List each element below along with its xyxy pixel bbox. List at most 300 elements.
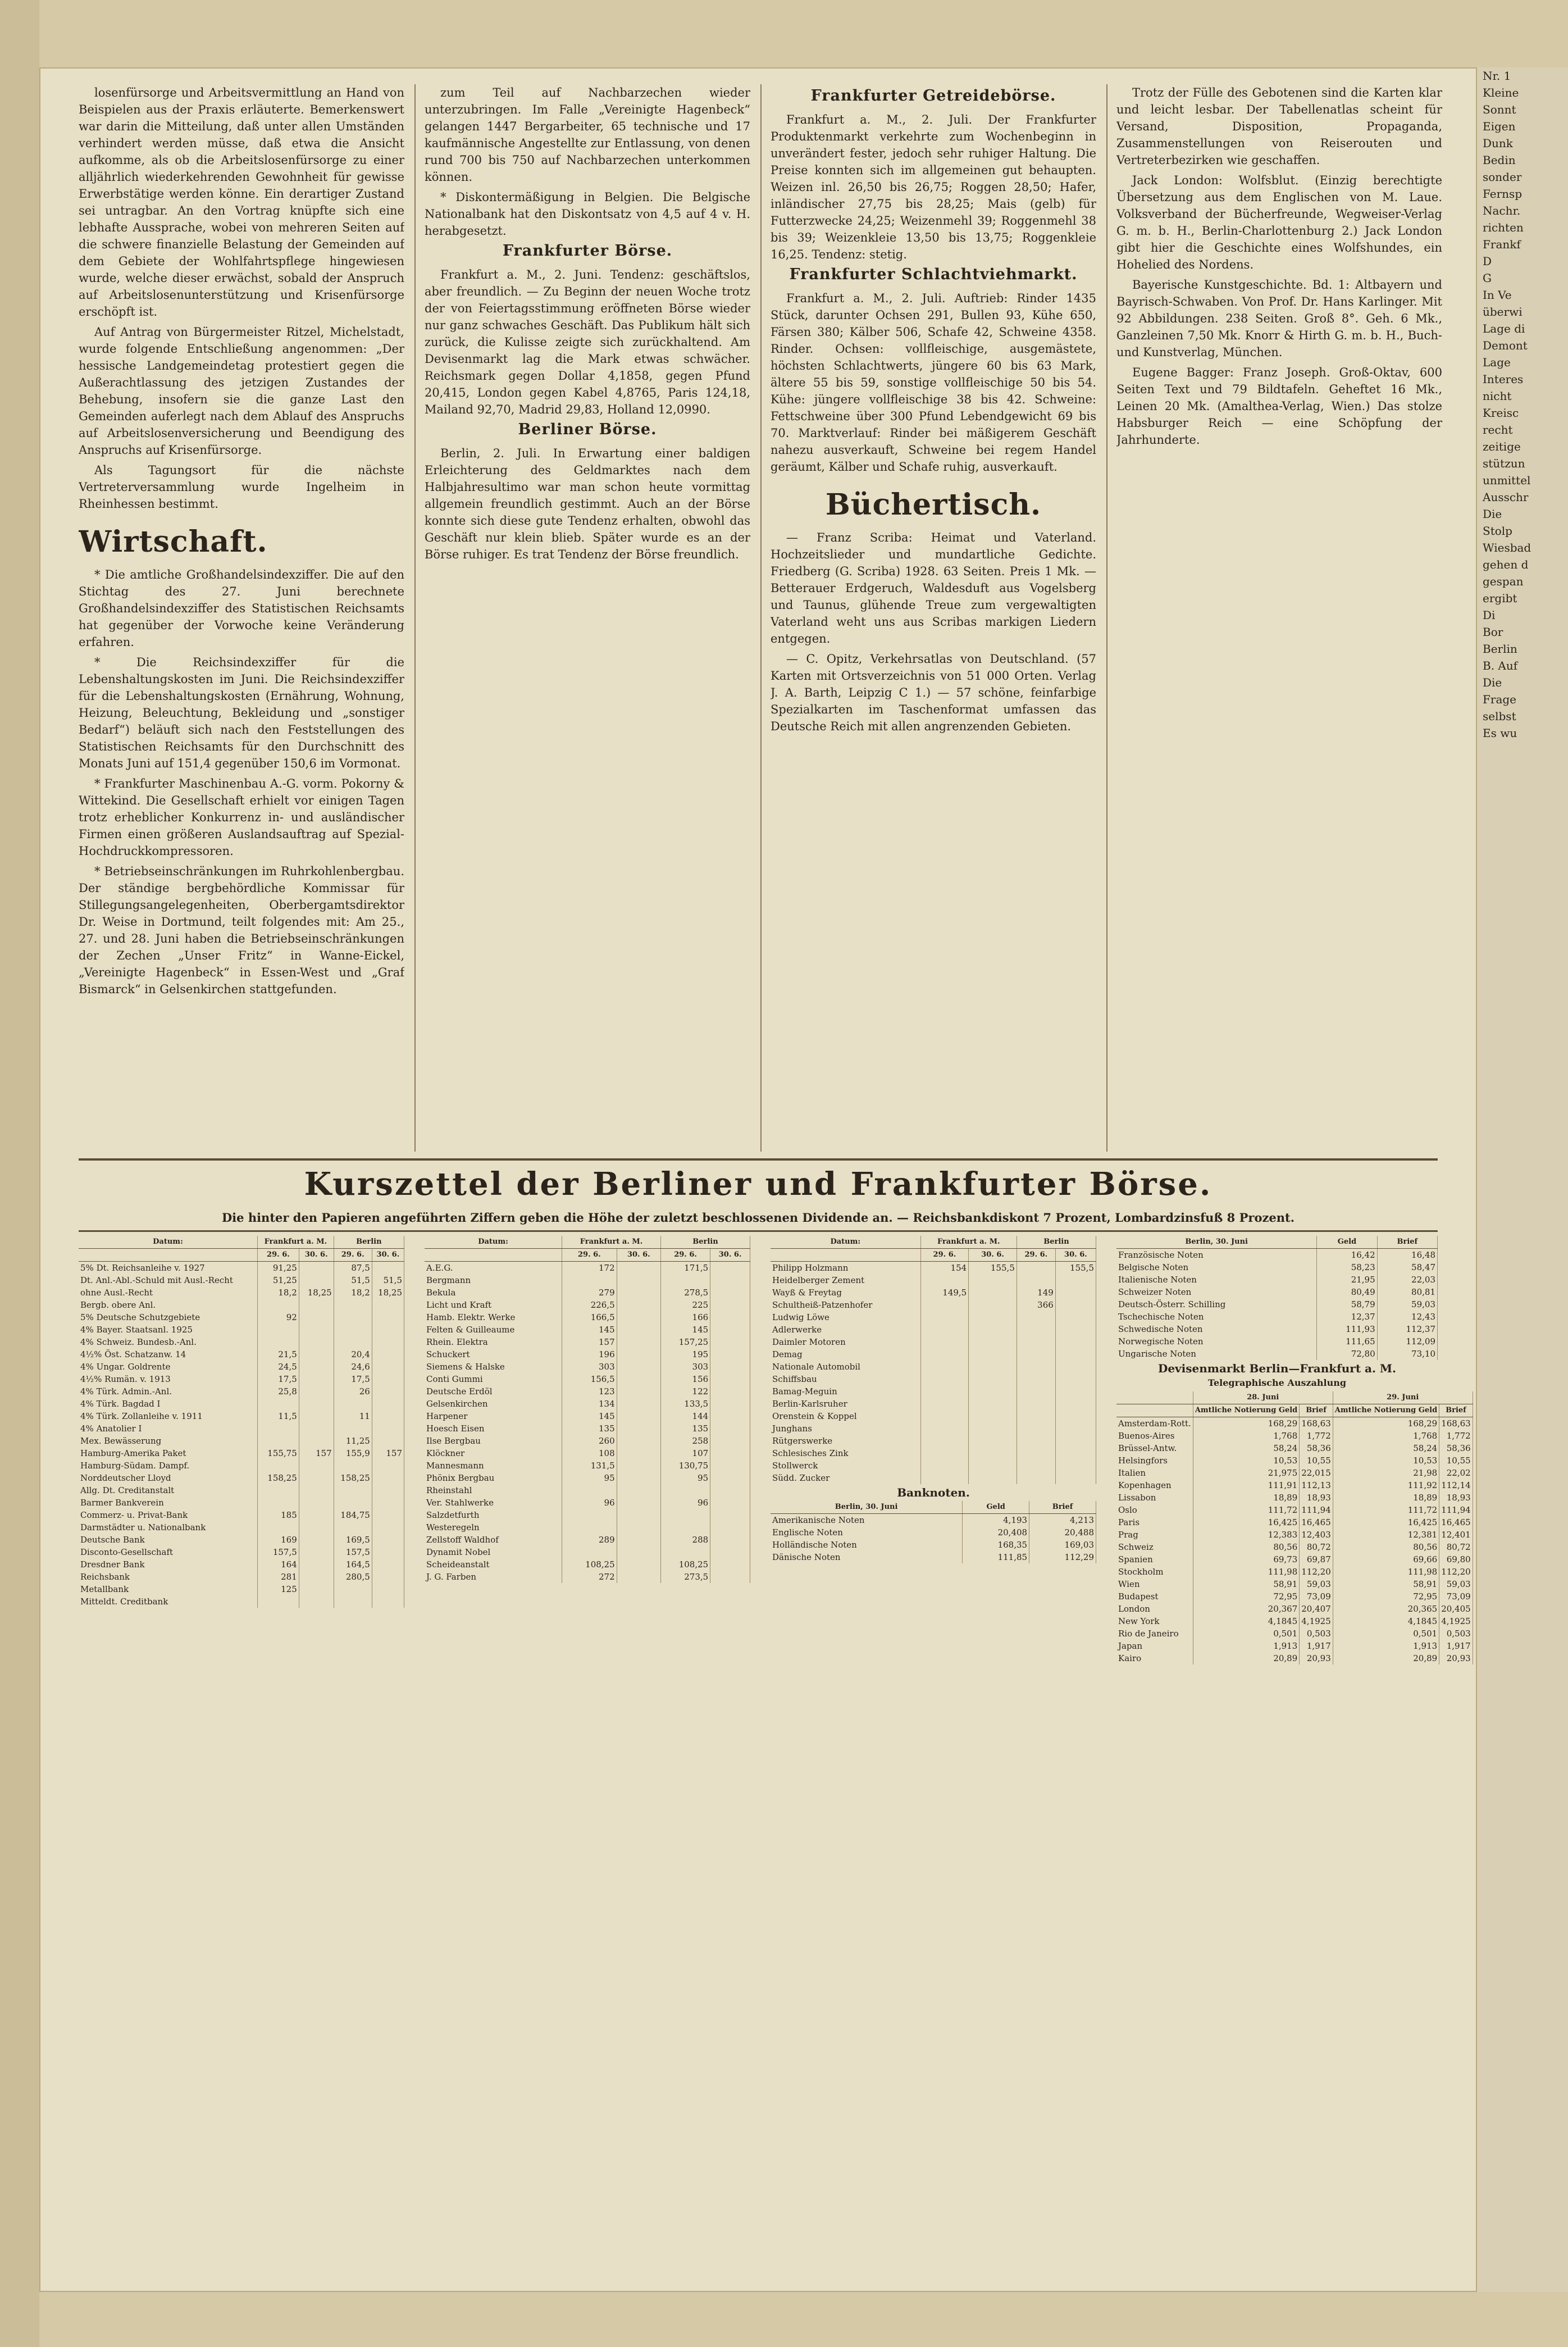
row-label: Ludwig Löwe xyxy=(771,1311,920,1323)
row-value xyxy=(710,1459,750,1472)
row-value xyxy=(299,1311,334,1323)
edge-line: D xyxy=(1483,254,1492,268)
row-value xyxy=(372,1595,404,1608)
row-label: Dynamit Nobel xyxy=(425,1546,562,1558)
row-label: Ilse Bergbau xyxy=(425,1435,562,1447)
table-row xyxy=(425,1398,750,1410)
row-value: 112,20 xyxy=(1300,1566,1333,1578)
row-value: 125 xyxy=(258,1583,299,1595)
row-value xyxy=(299,1385,334,1398)
row-label: Mannesmann xyxy=(425,1459,562,1472)
row-value xyxy=(920,1422,969,1435)
table-row xyxy=(1116,1335,1438,1348)
devisen-sub-3: Amtliche Notierung Geld xyxy=(1333,1404,1439,1417)
column-3 xyxy=(771,84,1096,1152)
head-frankfurt: Frankfurt a. M. xyxy=(562,1236,661,1249)
row-value xyxy=(334,1595,372,1608)
row-value: 80,81 xyxy=(1377,1286,1437,1298)
head-frankfurt: Frankfurt a. M. xyxy=(920,1236,1017,1249)
row-value xyxy=(1055,1323,1096,1336)
row-value: 112,13 xyxy=(1300,1479,1333,1491)
edge-line: Nachr. xyxy=(1483,204,1521,217)
table-row xyxy=(771,1472,1096,1484)
heading-frankfurter-boerse: Frankfurter Börse. xyxy=(502,242,673,260)
notes-head-geld: Geld xyxy=(1317,1236,1377,1249)
notes-head-brief: Brief xyxy=(1377,1236,1437,1249)
row-value: 135 xyxy=(562,1422,617,1435)
row-value xyxy=(299,1323,334,1336)
banknoten-body xyxy=(771,1514,1096,1564)
row-value: 195 xyxy=(660,1348,710,1361)
row-value: 4,213 xyxy=(1029,1514,1096,1527)
row-value: 111,98 xyxy=(1193,1566,1299,1578)
row-value: 58,36 xyxy=(1439,1442,1473,1454)
row-value xyxy=(372,1323,404,1336)
edge-line: G xyxy=(1483,271,1492,285)
row-value: 16,465 xyxy=(1300,1516,1333,1529)
row-value xyxy=(617,1571,660,1583)
row-value: 16,42 xyxy=(1317,1249,1377,1262)
row-value: 112,20 xyxy=(1439,1566,1473,1578)
row-label: Norddeutscher Lloyd xyxy=(79,1472,258,1484)
row-label: Hamb. Elektr. Werke xyxy=(425,1311,562,1323)
table-row xyxy=(1116,1578,1473,1590)
row-value: 21,975 xyxy=(1193,1467,1299,1479)
row-label: Schiffsbau xyxy=(771,1373,920,1385)
row-value xyxy=(372,1299,404,1311)
row-value: 73,10 xyxy=(1377,1348,1437,1360)
bank-head-brief: Brief xyxy=(1029,1501,1096,1514)
row-value xyxy=(299,1484,334,1497)
row-value: 87,5 xyxy=(334,1262,372,1275)
row-value xyxy=(299,1595,334,1608)
row-value xyxy=(617,1286,660,1299)
row-value xyxy=(617,1373,660,1385)
table-row xyxy=(1116,1590,1473,1603)
table-row xyxy=(771,1422,1096,1435)
row-label: Deutsche Bank xyxy=(79,1534,258,1546)
row-value xyxy=(920,1435,969,1447)
row-value xyxy=(562,1509,617,1521)
edge-line: zeitige xyxy=(1483,440,1521,453)
row-value xyxy=(710,1336,750,1348)
row-value: 145 xyxy=(562,1410,617,1422)
row-value xyxy=(617,1509,660,1521)
row-value xyxy=(372,1385,404,1398)
row-value xyxy=(258,1435,299,1447)
row-value: 10,53 xyxy=(1333,1454,1439,1467)
row-label: Bergb. obere Anl. xyxy=(79,1299,258,1311)
row-value xyxy=(562,1521,617,1534)
row-value: 73,09 xyxy=(1439,1590,1473,1603)
row-value xyxy=(617,1435,660,1447)
row-value xyxy=(660,1546,710,1558)
row-value: 260 xyxy=(562,1435,617,1447)
row-value: 112,37 xyxy=(1377,1323,1437,1335)
row-value: 20,89 xyxy=(1193,1652,1299,1664)
row-label: London xyxy=(1116,1603,1193,1615)
row-value xyxy=(617,1558,660,1571)
row-value xyxy=(920,1361,969,1373)
row-value xyxy=(920,1311,969,1323)
edge-line: Demont xyxy=(1483,339,1528,352)
row-label: 5% Dt. Reichsanleihe v. 1927 xyxy=(79,1262,258,1275)
row-label: 4% Ungar. Goldrente xyxy=(79,1361,258,1373)
row-value xyxy=(920,1410,969,1422)
row-value xyxy=(1017,1262,1055,1275)
table-row xyxy=(79,1286,404,1299)
kurs-table-2-body xyxy=(425,1262,750,1584)
row-value xyxy=(617,1274,660,1286)
table-row xyxy=(771,1447,1096,1459)
table-row xyxy=(79,1509,404,1521)
row-value xyxy=(299,1534,334,1546)
row-value xyxy=(969,1348,1017,1361)
row-value xyxy=(617,1361,660,1373)
row-value: 1,768 xyxy=(1333,1430,1439,1442)
blank-head xyxy=(1116,1404,1193,1417)
table-row xyxy=(771,1435,1096,1447)
table-row xyxy=(1116,1286,1438,1298)
row-value: 20,405 xyxy=(1439,1603,1473,1615)
row-value xyxy=(372,1373,404,1385)
table-row xyxy=(79,1447,404,1459)
row-label: Italienische Noten xyxy=(1116,1273,1317,1286)
table-row xyxy=(79,1583,404,1595)
row-label: Allg. Dt. Creditanstalt xyxy=(79,1484,258,1497)
row-value xyxy=(258,1323,299,1336)
row-value: 95 xyxy=(660,1472,710,1484)
row-value: 80,72 xyxy=(1300,1541,1333,1553)
row-value: 59,03 xyxy=(1377,1298,1437,1311)
row-value: 22,015 xyxy=(1300,1467,1333,1479)
col1-item-3: * Frankfurter Maschinenbau A.-G. vorm. Pokorny & Wittekind. Die Gesellschaft erhielt vor einigen Tagen trotz erheblicher Konkurrenz in- und ausländischer Firmen einen größeren Auslandsauftrag auf Spezial-Hochdruckkompressoren. xyxy=(79,777,404,858)
buecher-review-1: — Franz Scriba: Heimat und Vaterland. Hochzeitslieder und mundartliche Gedichte. Friedberg (G. Scriba) 1928. 63 Seiten. Preis 1 Mk. — Betterauer Erdgeruch, Waldesduft aus Vogelsberg und Taunus, glühende Treue zum vergewaltigten Vaterland weht uns aus Scribas markigen Liedern entgegen. xyxy=(771,531,1096,645)
row-value xyxy=(920,1398,969,1410)
row-label: Ungarische Noten xyxy=(1116,1348,1317,1360)
row-label: Conti Gummi xyxy=(425,1373,562,1385)
row-value xyxy=(299,1472,334,1484)
row-value xyxy=(969,1472,1017,1484)
row-value xyxy=(372,1410,404,1422)
row-value: 12,37 xyxy=(1317,1311,1377,1323)
row-value xyxy=(372,1262,404,1275)
table-row xyxy=(1116,1479,1473,1491)
ffm-boerse-report: Frankfurt a. M., 2. Juni. Tendenz: geschäftslos, aber freundlich. — Zu Beginn der neuen Woche trotz der von Feiertagsstimmung eröffneten Börse wieder nur ganz schwaches Geschäft. Das Publikum hält sich zurück, die Kulisse zeigte sich zurückhaltend. Am Devisenmarkt lag die Mark etwas schwächer. Reichsmark gegen Dollar 4,1858, gegen Pfund 20,415, London gegen Kabel 4,8765, Paris 124,18, Mailand 92,70, Madrid 29,83, Holland 12,0990. xyxy=(425,268,750,416)
row-value xyxy=(710,1558,750,1571)
row-value: 366 xyxy=(1017,1299,1055,1311)
row-value: 0,503 xyxy=(1439,1627,1473,1640)
row-value xyxy=(299,1348,334,1361)
row-value: 58,79 xyxy=(1317,1298,1377,1311)
row-value: 21,95 xyxy=(1317,1273,1377,1286)
table-row xyxy=(771,1286,1096,1299)
table-row xyxy=(425,1262,750,1275)
row-value: 80,72 xyxy=(1439,1541,1473,1553)
row-label: 4½% Rumän. v. 1913 xyxy=(79,1373,258,1385)
table-row xyxy=(425,1373,750,1385)
row-value: 16,425 xyxy=(1333,1516,1439,1529)
table-row xyxy=(79,1311,404,1323)
row-label: 4½% Öst. Schatzanw. 14 xyxy=(79,1348,258,1361)
row-value xyxy=(710,1385,750,1398)
buecher-review-2: — C. Opitz, Verkehrsatlas von Deutschland. (57 Karten mit Ortsverzeichnis von 51 000 Orten. Verlag J. A. Barth, Leipzig C 1.) — 57 schöne, feinfarbige Spezialkarten im Taschenformat umfassen das Deutsche Reich mit allen angrenzenden Gebieten. xyxy=(771,652,1096,733)
edge-line: Kleine xyxy=(1483,86,1519,99)
edge-line: Bedin xyxy=(1483,153,1516,167)
table-row xyxy=(771,1336,1096,1348)
table-row xyxy=(79,1262,404,1275)
row-label: Schlesisches Zink xyxy=(771,1447,920,1459)
row-value: 166 xyxy=(660,1311,710,1323)
row-label: Norwegische Noten xyxy=(1116,1335,1317,1348)
col-datum: Datum: xyxy=(79,1236,258,1249)
row-value: 168,35 xyxy=(963,1539,1029,1551)
table-row xyxy=(425,1435,750,1447)
table-row xyxy=(425,1336,750,1348)
edge-line: Stolp xyxy=(1483,524,1512,538)
row-value xyxy=(1017,1385,1055,1398)
row-value: 155,75 xyxy=(258,1447,299,1459)
row-value xyxy=(920,1274,969,1286)
row-value: 22,03 xyxy=(1377,1273,1437,1286)
row-value xyxy=(969,1410,1017,1422)
row-value xyxy=(969,1299,1017,1311)
row-value xyxy=(372,1509,404,1521)
table-row xyxy=(425,1385,750,1398)
row-value: 58,91 xyxy=(1333,1578,1439,1590)
row-label: Schwedische Noten xyxy=(1116,1323,1317,1335)
row-value xyxy=(258,1459,299,1472)
row-value: 18,2 xyxy=(258,1286,299,1299)
row-value xyxy=(1017,1422,1055,1435)
row-value xyxy=(617,1299,660,1311)
column-divider xyxy=(1106,84,1107,1152)
row-value: 169 xyxy=(258,1534,299,1546)
row-value xyxy=(920,1323,969,1336)
row-value xyxy=(372,1546,404,1558)
row-value xyxy=(258,1595,299,1608)
row-value: 18,25 xyxy=(299,1286,334,1299)
date-2: 30. 6. xyxy=(299,1249,334,1262)
table-row xyxy=(1116,1504,1473,1516)
row-value: 155,9 xyxy=(334,1447,372,1459)
row-label: Licht und Kraft xyxy=(425,1299,562,1311)
row-value: 144 xyxy=(660,1410,710,1422)
row-label: Rio de Janeiro xyxy=(1116,1627,1193,1640)
row-value: 20,89 xyxy=(1333,1652,1439,1664)
row-value xyxy=(710,1497,750,1509)
row-value: 72,95 xyxy=(1193,1590,1299,1603)
row-value: 59,03 xyxy=(1300,1578,1333,1590)
row-value xyxy=(1055,1274,1096,1286)
row-value xyxy=(299,1435,334,1447)
row-value: 168,63 xyxy=(1300,1417,1333,1430)
row-value: 107 xyxy=(660,1447,710,1459)
date-4: 30. 6. xyxy=(372,1249,404,1262)
row-label: Rheinstahl xyxy=(425,1484,562,1497)
row-value xyxy=(299,1361,334,1373)
row-value xyxy=(710,1521,750,1534)
row-label: 4% Türk. Admin.-Anl. xyxy=(79,1385,258,1398)
row-label: Spanien xyxy=(1116,1553,1193,1566)
row-value xyxy=(617,1447,660,1459)
table-row xyxy=(1116,1311,1438,1323)
date-1: 29. 6. xyxy=(920,1249,969,1262)
date-4: 30. 6. xyxy=(710,1249,750,1262)
row-value: 22,02 xyxy=(1439,1467,1473,1479)
section-heading-wirtschaft: Wirtschaft. xyxy=(79,525,268,559)
row-value xyxy=(617,1422,660,1435)
col-datum: Datum: xyxy=(771,1236,920,1249)
row-value: 59,03 xyxy=(1439,1578,1473,1590)
row-label: Darmstädter u. Nationalbank xyxy=(79,1521,258,1534)
row-label: Wien xyxy=(1116,1578,1193,1590)
row-label: Holländische Noten xyxy=(771,1539,963,1551)
table-row xyxy=(1116,1348,1438,1360)
row-value: 4,1925 xyxy=(1300,1615,1333,1627)
row-value: 108,25 xyxy=(562,1558,617,1571)
row-value: 26 xyxy=(334,1385,372,1398)
row-label: Englische Noten xyxy=(771,1526,963,1539)
devisen-title: Devisenmarkt Berlin—Frankfurt a. M. xyxy=(1157,1362,1397,1375)
row-value xyxy=(258,1521,299,1534)
row-value: 20,407 xyxy=(1300,1603,1333,1615)
row-value: 4,1925 xyxy=(1439,1615,1473,1627)
row-value: 20,365 xyxy=(1333,1603,1439,1615)
row-value xyxy=(258,1299,299,1311)
row-value xyxy=(372,1361,404,1373)
row-value: 0,501 xyxy=(1193,1627,1299,1640)
col1-item-2: * Die Reichsindexziffer für die Lebenshaltungskosten im Juni. Die Reichsindexziffer für die Lebenshaltungskosten (Ernährung, Wohnung, Heizung, Beleuchtung, Bekleidung und „sonstiger Bedarf“) beläuft sich nach den Feststellungen des Statistischen Reichsamts für den Durchschnitt des Monats Juni auf 151,4 gegenüber 150,6 im Vormonat. xyxy=(79,656,404,770)
row-value xyxy=(1017,1373,1055,1385)
row-value: 111,94 xyxy=(1300,1504,1333,1516)
row-value: 72,80 xyxy=(1317,1348,1377,1360)
row-value xyxy=(372,1521,404,1534)
row-value: 10,55 xyxy=(1439,1454,1473,1467)
row-value: 155,5 xyxy=(969,1262,1017,1275)
row-value: 258 xyxy=(660,1435,710,1447)
row-value: 58,91 xyxy=(1193,1578,1299,1590)
table-row xyxy=(1116,1603,1473,1615)
row-value: 92 xyxy=(258,1311,299,1323)
row-label: Junghans xyxy=(771,1422,920,1435)
table-row xyxy=(425,1410,750,1422)
row-value xyxy=(334,1299,372,1311)
row-label: Barmer Bankverein xyxy=(79,1497,258,1509)
row-value xyxy=(710,1299,750,1311)
row-value xyxy=(334,1323,372,1336)
row-label: ohne Ausl.-Recht xyxy=(79,1286,258,1299)
row-value: 111,94 xyxy=(1439,1504,1473,1516)
edge-line: recht xyxy=(1483,423,1513,436)
row-value xyxy=(299,1422,334,1435)
edge-line: Lage xyxy=(1483,356,1511,369)
row-value: 303 xyxy=(660,1361,710,1373)
row-value xyxy=(299,1459,334,1472)
row-label: Salzdetfurth xyxy=(425,1509,562,1521)
row-value: 225 xyxy=(660,1299,710,1311)
edge-line: stützun xyxy=(1483,457,1525,470)
row-value: 51,5 xyxy=(334,1274,372,1286)
row-label: Hoesch Eisen xyxy=(425,1422,562,1435)
table-row xyxy=(79,1323,404,1336)
row-label: 4% Türk. Zollanleihe v. 1911 xyxy=(79,1410,258,1422)
row-value: 69,66 xyxy=(1333,1553,1439,1566)
date-2: 30. 6. xyxy=(969,1249,1017,1262)
row-value: 17,5 xyxy=(258,1373,299,1385)
col1-item-4: * Betriebseinschränkungen im Ruhrkohlenbergbau. Der ständige bergbehördliche Kommissar für Stillegungsangelegenheiten, Oberbergamtsdirektor Dr. Weise in Dortmund, teilt folgendes mit: Am 25., 27. und 28. Juni haben die Betriebseinschränkungen der Zechen „Unser Fritz“ in Wanne-Eickel, „Vereinigte Hagenbeck“ in Essen-West und „Graf Bismarck“ in Gelsenkirchen stattgefunden. xyxy=(79,865,404,996)
row-label: Prag xyxy=(1116,1529,1193,1541)
page-binding-edge xyxy=(0,0,39,2347)
table-row xyxy=(425,1286,750,1299)
table-row xyxy=(425,1472,750,1484)
date-4: 30. 6. xyxy=(1055,1249,1096,1262)
date-3: 29. 6. xyxy=(1017,1249,1055,1262)
row-label: Französische Noten xyxy=(1116,1249,1317,1262)
row-value: 80,56 xyxy=(1193,1541,1299,1553)
table-row xyxy=(771,1311,1096,1323)
row-value xyxy=(1055,1348,1096,1361)
row-label: Reichsbank xyxy=(79,1571,258,1583)
edge-line: nicht xyxy=(1483,389,1512,403)
row-value: 18,93 xyxy=(1300,1491,1333,1504)
row-label: Stockholm xyxy=(1116,1566,1193,1578)
row-value xyxy=(710,1373,750,1385)
row-label: 5% Deutsche Schutzgebiete xyxy=(79,1311,258,1323)
date-3: 29. 6. xyxy=(334,1249,372,1262)
row-value: 164 xyxy=(258,1558,299,1571)
table-row xyxy=(771,1348,1096,1361)
table-row xyxy=(771,1274,1096,1286)
row-value xyxy=(372,1497,404,1509)
table-row xyxy=(1116,1640,1473,1652)
heading-schlachtviehmarkt: Frankfurter Schlachtviehmarkt. xyxy=(789,266,1078,283)
edge-line: Dunk xyxy=(1483,137,1513,150)
edge-line: ergibt xyxy=(1483,592,1517,605)
table-row xyxy=(79,1571,404,1583)
row-value xyxy=(920,1348,969,1361)
row-value xyxy=(710,1311,750,1323)
row-value xyxy=(1055,1373,1096,1385)
row-value xyxy=(920,1447,969,1459)
col1-paragraph-2: Auf Antrag von Bürgermeister Ritzel, Michelstadt, wurde folgende Entschließung angenommen: „Der hessische Landgemeindetag protestiert gegen die Außerachtlassung des jetzigen Zustandes der Behebung, insofern sie die ganze Last den Gemeinden auferlegt nach dem Ablauf des Anspruchs auf Arbeitslosenversicherung und Beendigung des Anspruchs auf Krisenfürsorge. xyxy=(79,325,404,457)
row-value: 171,5 xyxy=(660,1262,710,1275)
edge-line: Eigen xyxy=(1483,120,1516,133)
row-value: 169,03 xyxy=(1029,1539,1096,1551)
row-value: 169,5 xyxy=(334,1534,372,1546)
row-label: Rhein. Elektra xyxy=(425,1336,562,1348)
row-label: Rütgerswerke xyxy=(771,1435,920,1447)
table-row xyxy=(425,1274,750,1286)
row-value xyxy=(372,1534,404,1546)
row-value xyxy=(334,1422,372,1435)
row-label: 4% Bayer. Staatsanl. 1925 xyxy=(79,1323,258,1336)
row-label: Lissabon xyxy=(1116,1491,1193,1504)
row-value: 112,14 xyxy=(1439,1479,1473,1491)
row-value xyxy=(969,1435,1017,1447)
table-row xyxy=(79,1373,404,1385)
table-row xyxy=(79,1336,404,1348)
row-value xyxy=(710,1484,750,1497)
row-value xyxy=(660,1274,710,1286)
row-label: Kopenhagen xyxy=(1116,1479,1193,1491)
table-row xyxy=(771,1551,1096,1563)
row-value xyxy=(617,1459,660,1472)
row-value: 157 xyxy=(372,1447,404,1459)
table-row xyxy=(771,1361,1096,1373)
row-value xyxy=(1017,1323,1055,1336)
row-value xyxy=(258,1422,299,1435)
